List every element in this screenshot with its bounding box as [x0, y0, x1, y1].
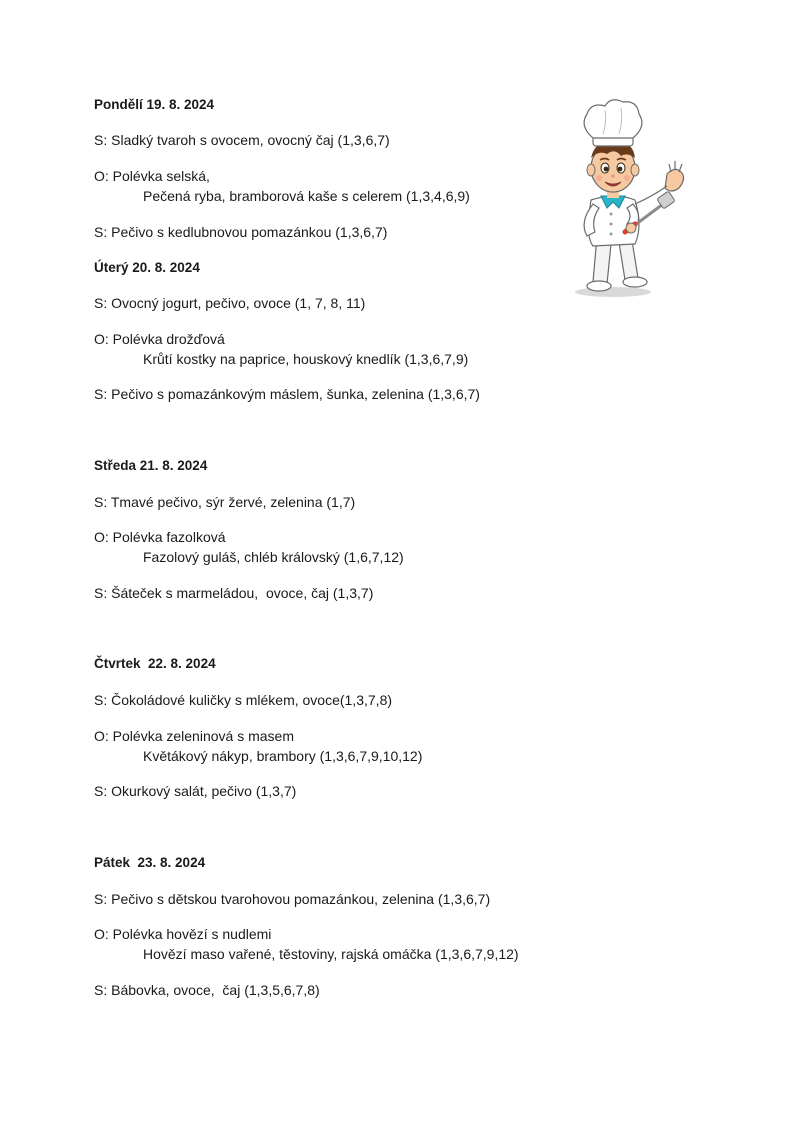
- monday-snack-morning: S: Sladký tvaroh s ovocem, ovocný čaj (1,3,6,7): [94, 132, 390, 148]
- tuesday-snack-afternoon: S: Pečivo s pomazánkovým máslem, šunka, zelenina (1,3,6,7): [94, 386, 480, 402]
- day-heading-monday: Pondělí 19. 8. 2024: [94, 97, 215, 112]
- chef-cartoon-icon: [535, 96, 705, 306]
- thursday-snack-afternoon: S: Okurkový salát, pečivo (1,3,7): [94, 783, 297, 799]
- tuesday-snack-morning: S: Ovocný jogurt, pečivo, ovoce (1, 7, 8, 11): [94, 295, 366, 311]
- wednesday-snack-morning: S: Tmavé pečivo, sýr žervé, zelenina (1,7): [94, 494, 356, 510]
- day-heading-thursday: Čtvrtek 22. 8. 2024: [94, 656, 216, 671]
- day-heading-tuesday: Úterý 20. 8. 2024: [94, 260, 200, 275]
- thursday-snack-morning: S: Čokoládové kuličky s mlékem, ovoce(1,3,7,8): [94, 692, 393, 708]
- monday-lunch-main: Pečená ryba, bramborová kaše s celerem (1,3,4,6,9): [143, 188, 470, 204]
- friday-lunch-main: Hovězí maso vařené, těstoviny, rajská omáčka (1,3,6,7,9,12): [143, 946, 519, 962]
- wednesday-lunch-main: Fazolový guláš, chléb královský (1,6,7,12): [143, 549, 404, 565]
- friday-lunch-soup: O: Polévka hovězí s nudlemi: [94, 926, 272, 942]
- wednesday-lunch-soup: O: Polévka fazolková: [94, 529, 226, 545]
- friday-snack-morning: S: Pečivo s dětskou tvarohovou pomazánkou, zelenina (1,3,6,7): [94, 891, 491, 907]
- monday-snack-afternoon: S: Pečivo s kedlubnovou pomazánkou (1,3,6,7): [94, 224, 388, 240]
- thursday-lunch-soup: O: Polévka zeleninová s masem: [94, 728, 294, 744]
- friday-snack-afternoon: S: Bábovka, ovoce, čaj (1,3,5,6,7,8): [94, 982, 320, 998]
- day-heading-friday: Pátek 23. 8. 2024: [94, 855, 206, 870]
- tuesday-lunch-main: Krůtí kostky na paprice, houskový knedlík (1,3,6,7,9): [143, 351, 469, 367]
- tuesday-lunch-soup: O: Polévka drožďová: [94, 331, 225, 347]
- wednesday-snack-afternoon: S: Šáteček s marmeládou, ovoce, čaj (1,3,7): [94, 585, 374, 601]
- thursday-lunch-main: Květákový nákyp, brambory (1,3,6,7,9,10,12): [143, 748, 423, 764]
- day-heading-wednesday: Středa 21. 8. 2024: [94, 458, 208, 473]
- monday-lunch-soup: O: Polévka selská,: [94, 168, 210, 184]
